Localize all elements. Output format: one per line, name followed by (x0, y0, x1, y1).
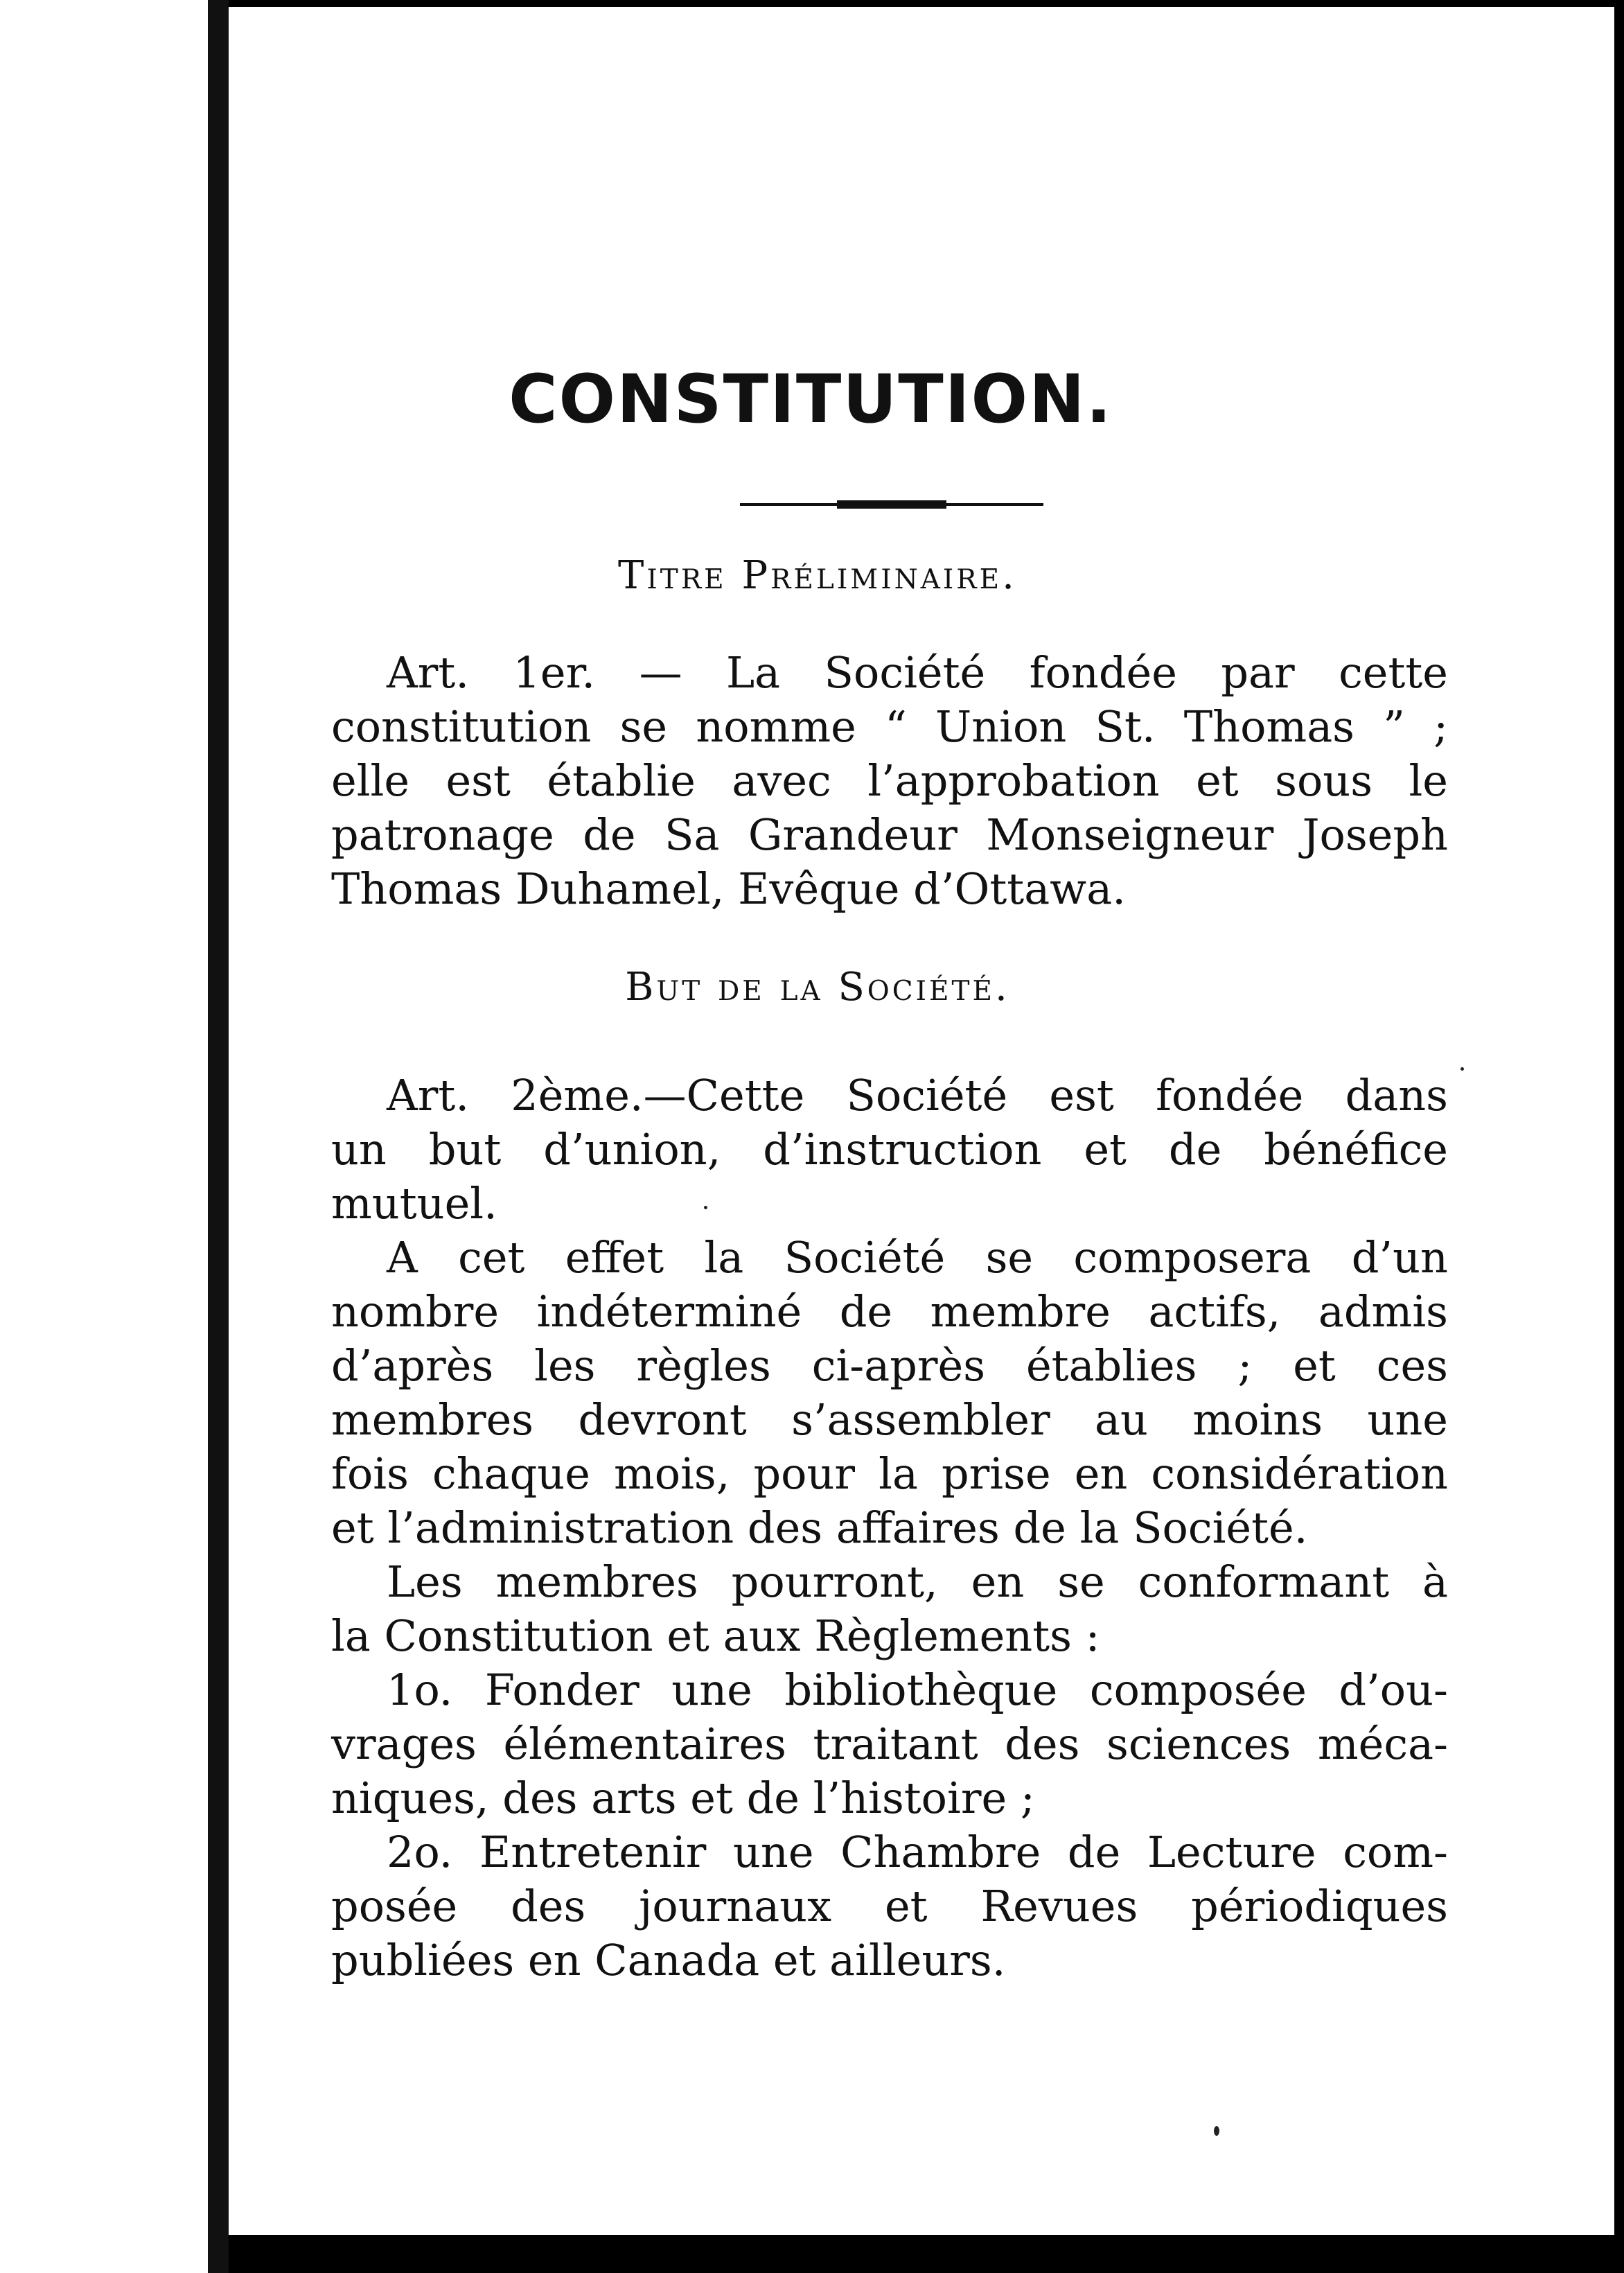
text-line: constitution se nomme “ Union St. Thomas ” ; (331, 701, 1448, 752)
text-line: A cet effet la Société se composera d’un (387, 1232, 1448, 1283)
text-line: publiées en Canada et ailleurs. (331, 1935, 1006, 1985)
text-line: posée des journaux et Revues périodiques (331, 1881, 1448, 1931)
text-line: nombre indéterminé de membre actifs, admis (331, 1286, 1448, 1337)
text-line: elle est établie avec l’approbation et sous le (331, 755, 1448, 806)
text-line: Art. 1er. — La Société fondée par cette (387, 647, 1448, 698)
text-line: membres devront s’assembler au moins une (331, 1394, 1448, 1445)
text-line: d’après les règles ci-après établies ; et ces (331, 1340, 1448, 1391)
section-heading-preliminaire: Titre Préliminaire. (618, 553, 1017, 598)
text-line: 2o. Entretenir une Chambre de Lecture com- (387, 1827, 1448, 1877)
text-line: patronage de Sa Grandeur Monseigneur Joseph (331, 809, 1448, 860)
text-line: un but d’union, d’instruction et de bénéfice (331, 1124, 1448, 1175)
ink-speck (1460, 1067, 1464, 1071)
text-line: niques, des arts et de l’histoire ; (331, 1773, 1035, 1823)
text-line: Art. 2ème.—Cette Société est fondée dans (387, 1070, 1448, 1121)
text-line: vrages élémentaires traitant des sciences méca- (331, 1719, 1448, 1769)
section-heading-but: But de la Société. (625, 965, 1010, 1010)
bottom-shadow-band (229, 2235, 1624, 2273)
text-line: la Constitution et aux Règlements : (331, 1611, 1100, 1661)
text-line: Thomas Duhamel, Evêque d’Ottawa. (331, 863, 1126, 914)
book-spine-shadow (208, 0, 229, 2273)
page-title: CONSTITUTION. (509, 360, 1113, 438)
text-line: fois chaque mois, pour la prise en considération (331, 1448, 1448, 1499)
text-line: 1o. Fonder une bibliothèque composée d’ou- (387, 1665, 1448, 1715)
ink-speck (704, 1206, 707, 1209)
text-line: et l’administration des affaires de la Société. (331, 1502, 1308, 1553)
ink-speck (1214, 2126, 1219, 2136)
left-margin-strip (0, 0, 208, 2273)
title-divider (740, 500, 1043, 509)
text-line: mutuel. (331, 1178, 497, 1229)
text-line: Les membres pourront, en se conformant à (387, 1556, 1448, 1607)
